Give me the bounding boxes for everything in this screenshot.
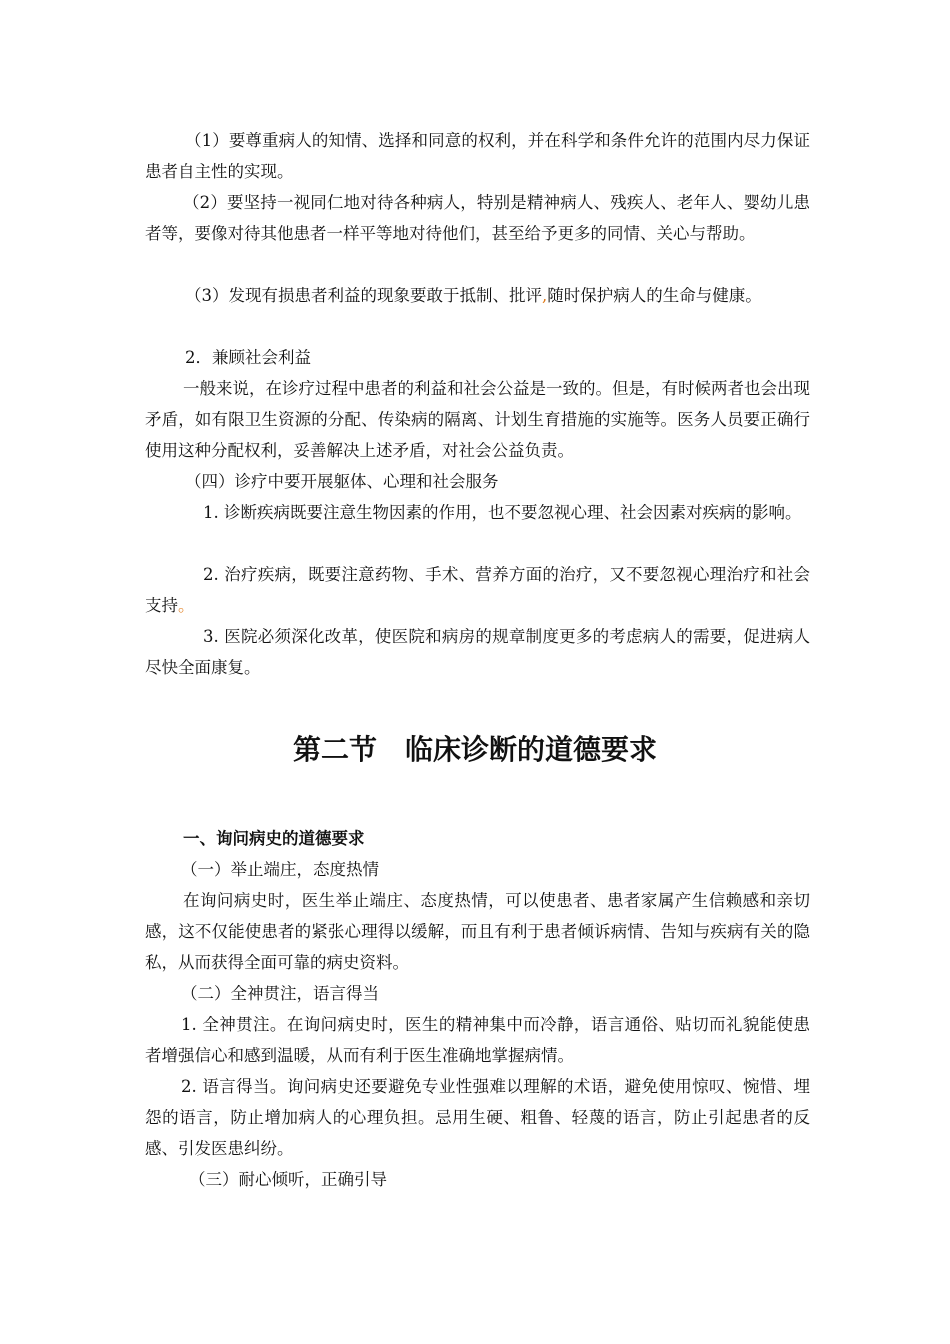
paragraph-3-text-a: （3）发现有损患者利益的现象要敢于抵制、批评: [185, 286, 542, 305]
accent-mark: 。: [178, 596, 195, 615]
section-title: 第二节 临床诊断的道德要求: [292, 733, 657, 766]
paragraph-3: [145, 280, 810, 311]
subheading-1: （一）举止端庄，态度热情: [181, 860, 379, 879]
paragraph-7: 3. 医院必须深化改革，使医院和病房的规章制度更多的考虑病人的需要，促进病人尽快全面康复。: [145, 627, 810, 677]
paragraph-3-text-b: 随时保护病人的生命与健康。: [547, 286, 762, 305]
subheading-4: （四）诊疗中要开展躯体、心理和社会服务: [185, 472, 499, 491]
paragraph-1: （1）要尊重病人的知情、选择和同意的权利，并在科学和条件允许的范围内尽力保证患者自主性的实现。: [145, 131, 810, 181]
paragraph-8: 在询问病史时，医生举止端庄、态度热情，可以使患者、患者家属产生信赖感和亲切感，这不仅能使患者的紧张心理得以缓解，而且有利于患者倾诉病情、告知与疾病有关的隐私，从而获得全面可靠的病史资料。: [145, 891, 810, 972]
paragraph-6: [145, 559, 810, 621]
paragraph-5: 1. 诊断疾病既要注意生物因素的作用，也不要忽视心理、社会因素对疾病的影响。: [203, 503, 802, 522]
paragraph-4: 一般来说，在诊疗过程中患者的利益和社会公益是一致的。但是，有时候两者也会出现矛盾，如有限卫生资源的分配、传染病的隔离、计划生育措施的实施等。医务人员要正确行使用这种分配权利，妥善解决上述矛盾，对社会公益负责。: [145, 379, 810, 460]
paragraph-6-text: 2. 治疗疾病，既要注意药物、手术、营养方面的治疗，又不要忽视心理治疗和社会支持: [145, 565, 810, 615]
section-heading-1: 一、询问病史的道德要求: [183, 829, 365, 848]
accent-mark: ,: [542, 286, 548, 305]
paragraph-9: 1. 全神贯注。在询问病史时，医生的精神集中而冷静，语言通俗、贴切而礼貌能使患者增强信心和感到温暖，从而有利于医生准确地掌握病情。: [145, 1015, 810, 1065]
paragraph-2: （2）要坚持一视同仁地对待各种病人，特别是精神病人、残疾人、老年人、婴幼儿患者等，要像对待其他患者一样平等地对待他们，甚至给予更多的同情、关心与帮助。: [145, 193, 810, 243]
paragraph-10: 2. 语言得当。询问病史还要避免专业性强难以理解的术语，避免使用惊叹、惋惜、埋怨的语言，防止增加病人的心理负担。忌用生硬、粗鲁、轻蔑的语言，防止引起患者的反感、引发医患纠纷。: [145, 1077, 810, 1158]
subheading-2b: （二）全神贯注，语言得当: [181, 984, 379, 1003]
subheading-3: （三）耐心倾听，正确引导: [189, 1170, 387, 1189]
subheading-2: 2．兼顾社会利益: [185, 348, 311, 367]
